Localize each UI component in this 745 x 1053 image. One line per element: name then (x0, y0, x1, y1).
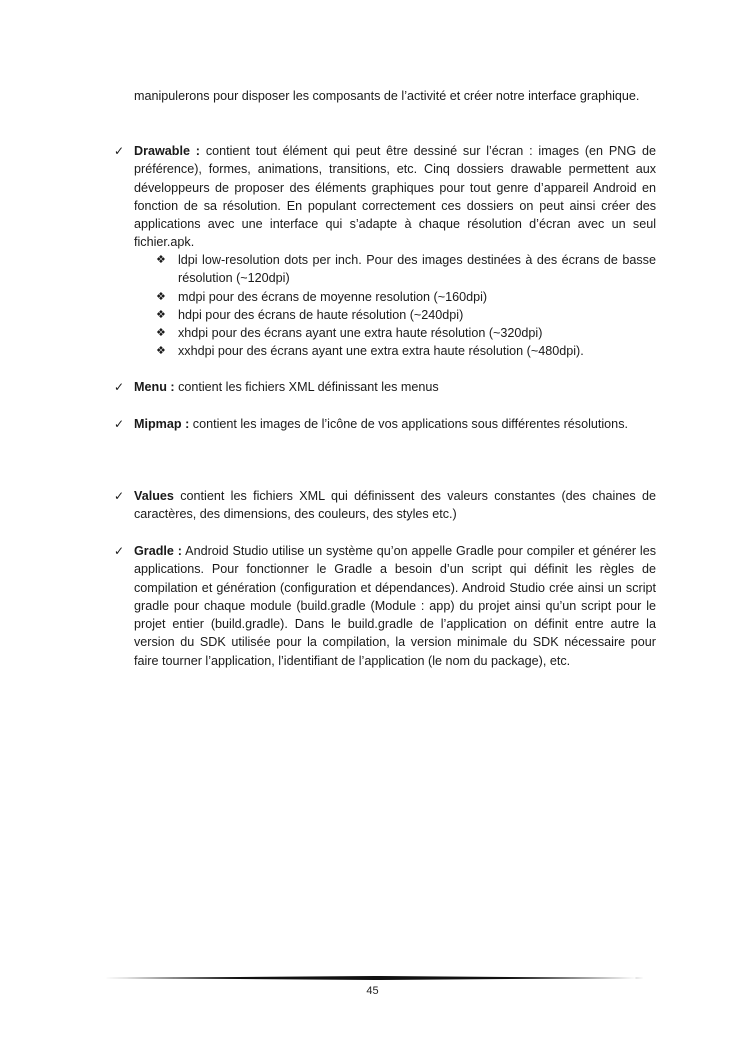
menu-label: Menu : (134, 380, 175, 394)
page-number: 45 (366, 985, 379, 997)
gradle-label: Gradle : (134, 544, 182, 558)
sublist-item-hdpi (156, 306, 656, 324)
gradle-description: Android Studio utilise un système qu’on appelle Gradle pour compiler et générer les applications. Pour fonctionner le Gradle a besoin d’un script qui définit les règles de compilation et génération (configuration et dépendances). Android Studio crée ainsi un script gradle pour chaque module (build.gradle (Module : app) du projet ainsi qu’un script pour le projet entier (build.gradle). Dans le build.gradle de l’application on définit entre autre la version du SDK utilisée pour la compilation, la version minimale du SDK nécessaire pour faire tourner l’application, l’identifiant de l’application (le nom du package), etc. (134, 544, 656, 668)
mipmap-paragraph (134, 415, 656, 433)
values-label: Values (134, 489, 174, 503)
intro-paragraph (114, 87, 656, 127)
checkmark-icon: ✓ (114, 544, 125, 558)
sublist-item-text: ldpi low-resolution dots per inch. Pour des images destinées à des écrans de basse résolution (~120dpi) (178, 253, 656, 286)
list-item-mipmap (114, 415, 656, 455)
sublist-item-text: hdpi pour des écrans de haute résolution (~240dpi) (178, 307, 464, 322)
drawable-sublist (156, 251, 656, 361)
diamond-bullet-icon: ❖ (156, 289, 166, 303)
diamond-bullet-icon: ❖ (156, 326, 166, 340)
mipmap-label: Mipmap : (134, 417, 190, 431)
list-item-values (114, 487, 656, 527)
mipmap-description: contient les images de l’icône de vos applications sous différentes résolutions. (189, 417, 628, 431)
values-paragraph (134, 487, 656, 524)
footer-divider (104, 974, 644, 982)
checkmark-icon: ✓ (114, 380, 125, 394)
drawable-description: contient tout élément qui peut être dessiné sur l’écran : images (en PNG de préférence), formes, animations, transitions, etc. Cinq dossiers drawable permettent aux développeurs de proposer des éléments graphiques pour tout genre d’appareil Android en fonction de sa résolution. En populant correctement ces dossiers on peut ainsi créer des applications avec une interface qui s’adapte à chaque résolution d’écran avec un seul fichier.apk. (134, 144, 656, 250)
checkmark-icon: ✓ (114, 489, 125, 503)
checkmark-icon: ✓ (114, 417, 125, 431)
sublist-item-ldpi (156, 251, 656, 288)
list-item-menu (114, 378, 656, 398)
gradle-paragraph (134, 542, 656, 670)
sublist-item-text: xhdpi pour des écrans ayant une extra haute résolution (~320dpi) (178, 326, 543, 341)
diamond-bullet-icon: ❖ (156, 307, 166, 321)
values-description: contient les fichiers XML qui définissent des valeurs constantes (des chaines de caractères, des dimensions, des couleurs, des styles etc.) (134, 489, 656, 522)
sublist-item-mdpi (156, 288, 656, 306)
intro-text: manipulerons pour disposer les composants de l’activité et créer notre interface graphique. (134, 89, 640, 103)
sublist-item-text: xxhdpi pour des écrans ayant une extra extra haute résolution (~480dpi). (178, 344, 584, 359)
list-item-gradle (114, 542, 656, 692)
checkmark-icon: ✓ (114, 144, 125, 158)
sublist-item-text: mdpi pour des écrans de moyenne resolution (~160dpi) (178, 289, 488, 304)
sublist-item-xxhdpi (156, 342, 656, 360)
menu-description: contient les fichiers XML définissant les menus (174, 380, 439, 394)
diamond-bullet-icon: ❖ (156, 253, 166, 266)
list-item-drawable (114, 142, 656, 382)
sublist-item-xhdpi (156, 324, 656, 342)
drawable-label: Drawable : (134, 144, 201, 158)
drawable-paragraph (134, 142, 656, 252)
menu-paragraph (134, 378, 656, 396)
diamond-bullet-icon: ❖ (156, 344, 166, 358)
